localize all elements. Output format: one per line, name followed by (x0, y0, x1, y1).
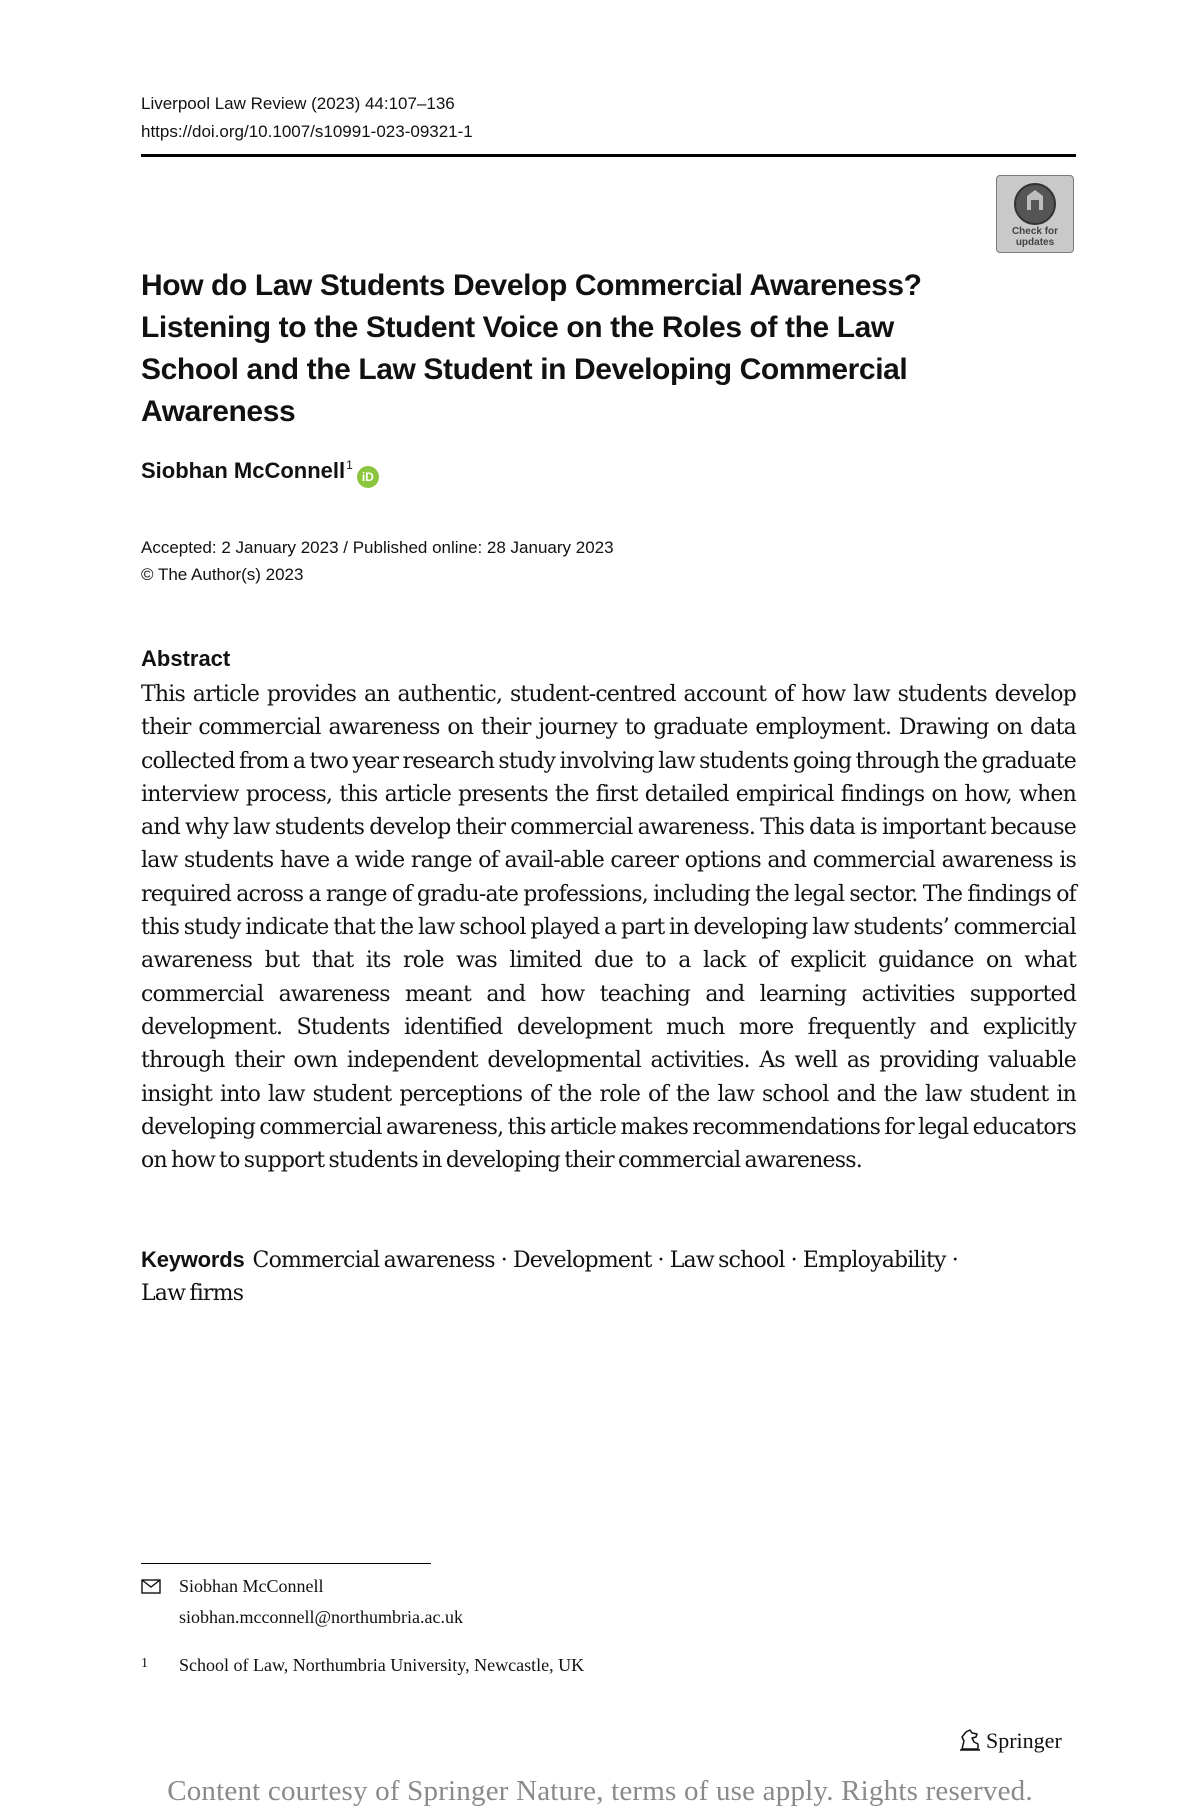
copyright-line: © The Author(s) 2023 (141, 565, 304, 584)
check-for-updates-badge[interactable] (996, 175, 1074, 253)
doi-link[interactable]: https://doi.org/10.1007/s10991-023-09321-1 (141, 122, 473, 141)
journal-header (141, 90, 941, 146)
springer-horse-icon (958, 1728, 982, 1752)
publisher-logo (958, 1728, 1062, 1754)
keyword-item: Employability (802, 1248, 946, 1273)
author-line (141, 458, 379, 488)
svg-text:Check for: Check for (1011, 226, 1059, 237)
affiliation-text: School of Law, Northumbria University, Newcastle, UK (179, 1655, 585, 1675)
article-dates (141, 534, 614, 588)
keyword-item: Commercial awareness (252, 1248, 495, 1273)
correspondence-name: Siobhan McConnell (179, 1576, 324, 1596)
header-rule (141, 154, 1076, 157)
affiliation-note (141, 1650, 584, 1679)
publisher-name: Springer (986, 1728, 1062, 1753)
keyword-separator: · (500, 1248, 507, 1273)
author-name[interactable]: Siobhan McConnell (141, 458, 346, 483)
keyword-separator: · (657, 1248, 664, 1273)
keyword-separator: · (790, 1248, 797, 1273)
affiliation-number: 1 (141, 1656, 148, 1671)
journal-citation: Liverpool Law Review (2023) 44:107–136 (141, 94, 455, 113)
svg-text:updates: updates (1015, 237, 1055, 248)
courtesy-watermark: Content courtesy of Springer Nature, terms of use apply. Rights reserved. (167, 1775, 1033, 1807)
abstract-text: This article provides an authentic, student-centred account of how law students develop their commercial awareness on their journey to graduate employment. Drawing on data collected from a two year research study involving law students going through the graduate interview process, this article presents the first detailed empirical findings on how, when and why law students develop their commercial awareness. This data is important because law students have a wide range of avail-able career options and commercial awareness is required across a range of gradu-ate professions, including the legal sector. The findings of this study indicate that the law school played a part in developing law students’ commercial awareness but that its role was limited due to a lack of explicit guidance on what commercial awareness meant and how teaching and learning activities supported development. Students identified development much more frequently and explicitly through their own independent developmental activities. As well as providing valuable insight into law student perceptions of the role of the law school and the law student in developing commercial awareness, this article makes recommendations for legal educators on how to support students in developing their commercial awareness. (141, 682, 1076, 1174)
correspondence-note (141, 1572, 463, 1632)
correspondence-email[interactable]: siobhan.mcconnell@northumbria.ac.uk (179, 1607, 464, 1627)
keyword-item: Law firms (141, 1281, 244, 1306)
orcid-icon[interactable]: iD (357, 466, 379, 488)
keyword-item: Development (512, 1248, 652, 1273)
footnote-rule (141, 1563, 431, 1564)
keyword-item: Law school (669, 1248, 785, 1273)
abstract-heading: Abstract (141, 646, 231, 671)
check-for-updates-icon (997, 176, 1073, 252)
affiliation-marker: 1 (346, 458, 353, 472)
envelope-icon (141, 1574, 161, 1603)
keyword-separator: · (951, 1248, 958, 1273)
accepted-published-dates: Accepted: 2 January 2023 / Published online: 28 January 2023 (141, 538, 614, 557)
keywords-line (141, 1243, 1076, 1310)
article-title: How do Law Students Develop Commercial Awareness? Listening to the Student Voice on the Roles of the Law School and the Law Student in Developing Commercial Awareness (141, 269, 922, 429)
keywords-label: Keywords (141, 1247, 245, 1272)
